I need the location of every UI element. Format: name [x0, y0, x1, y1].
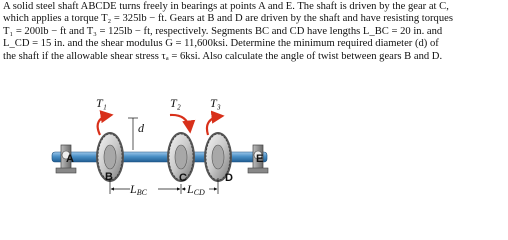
problem-line: which applies a torque T₂ = 325lb − ft. Gears at B and D are driven by the shaft and have resisting torques: [3, 13, 453, 25]
point-label-a: A: [66, 153, 74, 165]
point-label-d: D: [225, 172, 233, 184]
problem-line: T₁ = 200lb − ft and T₃ = 125lb − ft, respectively. Segments BC and CD have lengths L_BC = 20 in. and: [3, 25, 443, 37]
length-label-cd: LCD: [187, 182, 205, 197]
problem-line: A solid steel shaft ABCDE turns freely in bearings at points A and E. The shaft is driven by the gear at C,: [3, 1, 449, 12]
point-label-e: E: [256, 153, 264, 165]
torque-arrow-t2: [170, 115, 190, 131]
torque-arrow-t3: [207, 116, 222, 135]
torque-arrow-t1: [98, 115, 111, 135]
diameter-indicator: [128, 118, 138, 150]
point-label-c: C: [179, 172, 187, 184]
problem-line: L_CD = 15 in. and the shear modulus G = 11,600ksi. Determine the minimum required diameter (d) of: [3, 38, 439, 50]
torque-label-t2: T₂: [170, 96, 181, 110]
torque-label-t1: T₁: [96, 96, 107, 110]
problem-line: the shaft if the allowable shear stress τₐ = 6ksi. Also calculate the angle of twist between gears B and D.: [3, 50, 443, 62]
length-label-bc: LBC: [130, 182, 147, 197]
point-label-b: B: [105, 171, 113, 183]
shaft: [52, 152, 267, 162]
torque-label-t3: T₃: [210, 96, 221, 110]
length-label-bc-sub: BC: [136, 188, 147, 197]
diameter-label: d: [138, 121, 144, 135]
length-label-cd-sub: CD: [193, 188, 205, 197]
